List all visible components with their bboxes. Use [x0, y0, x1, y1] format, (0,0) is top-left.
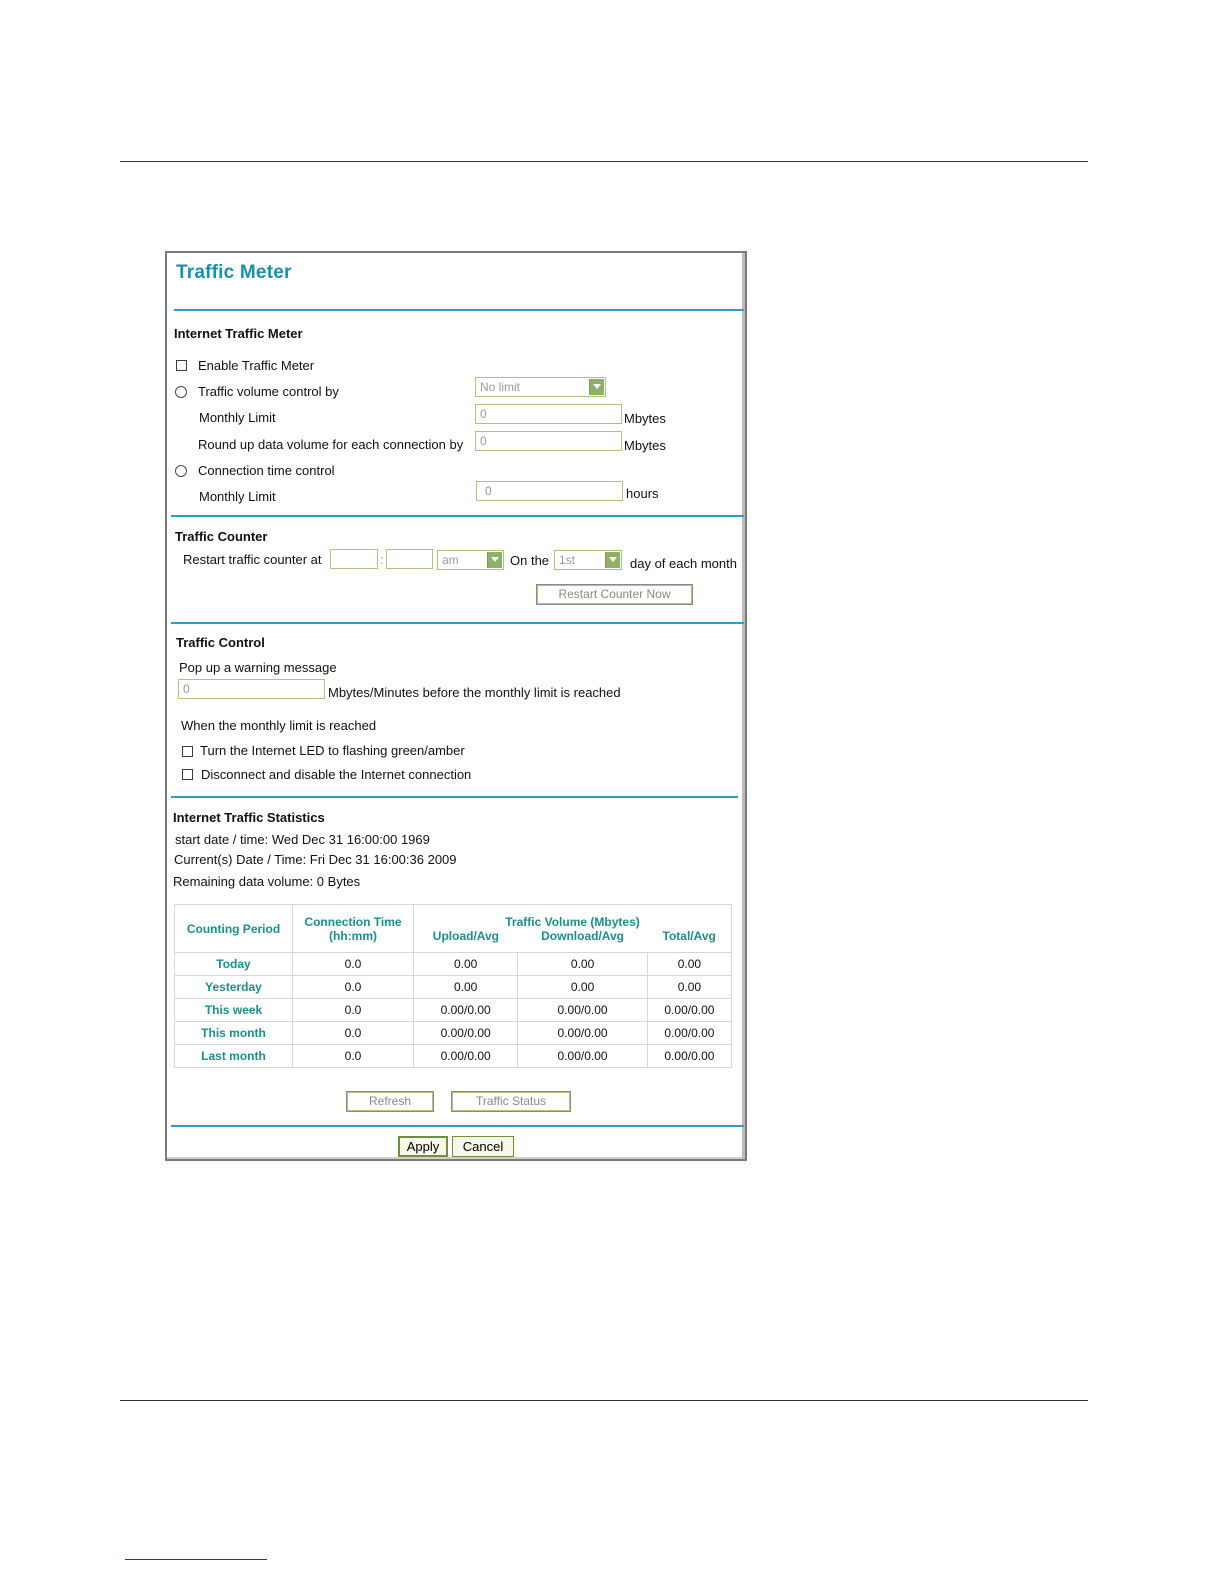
row-period: This week	[175, 999, 293, 1022]
page-title: Traffic Meter	[176, 262, 292, 283]
led-flash-checkbox[interactable]	[182, 746, 193, 757]
ampm-value: am	[442, 553, 459, 567]
row-total: 0.00/0.00	[647, 1045, 731, 1068]
day-select[interactable]	[554, 550, 622, 570]
limit-reached-label: When the monthly limit is reached	[181, 718, 377, 733]
day-suffix-label: day of each month	[630, 556, 737, 571]
row-total: 0.00/0.00	[647, 1022, 731, 1045]
time-monthly-limit-label: Monthly Limit	[199, 489, 276, 504]
row-connection-time: 0.0	[293, 976, 414, 999]
volume-control-select[interactable]	[475, 377, 606, 397]
monthly-limit-input[interactable]: 0	[475, 404, 622, 424]
row-total: 0.00	[647, 953, 731, 976]
row-connection-time: 0.0	[293, 953, 414, 976]
time-monthly-limit-input[interactable]: 0	[476, 481, 623, 501]
round-up-label: Round up data volume for each connection by	[198, 437, 464, 452]
table-row	[175, 999, 732, 1022]
row-upload: 0.00	[414, 953, 518, 976]
restart-minute-input[interactable]	[386, 549, 433, 569]
round-up-input[interactable]: 0	[475, 431, 622, 451]
statistics-table	[174, 904, 732, 1068]
row-download: 0.00	[518, 953, 648, 976]
enable-traffic-meter-checkbox[interactable]	[176, 360, 187, 371]
row-period: Last month	[175, 1045, 293, 1068]
time-monthly-limit-unit: hours	[626, 486, 659, 501]
col-header-upload: Upload/Avg	[414, 929, 518, 953]
row-upload: 0.00/0.00	[414, 1022, 518, 1045]
row-period: This month	[175, 1022, 293, 1045]
col-header-period: Counting Period	[175, 905, 293, 953]
popup-warning-label: Pop up a warning message	[179, 660, 337, 675]
row-upload: 0.00/0.00	[414, 1045, 518, 1068]
restart-counter-label: Restart traffic counter at	[183, 552, 322, 567]
time-control-radio[interactable]	[175, 465, 187, 477]
row-connection-time: 0.0	[293, 1045, 414, 1068]
col-header-connection-time	[293, 905, 414, 953]
table-row	[175, 976, 732, 999]
warning-threshold-input[interactable]: 0	[178, 679, 325, 699]
divider	[171, 796, 738, 798]
section-heading-internet-traffic-meter: Internet Traffic Meter	[174, 326, 303, 341]
restart-counter-now-button[interactable]: Restart Counter Now	[536, 584, 693, 605]
volume-control-label: Traffic volume control by	[198, 384, 339, 399]
row-upload: 0.00	[414, 976, 518, 999]
enable-traffic-meter-label: Enable Traffic Meter	[198, 358, 315, 373]
on-the-label: On the	[510, 553, 550, 568]
page-bottom-rule	[120, 1400, 1088, 1401]
section-heading-traffic-control: Traffic Control	[176, 635, 265, 650]
cancel-button[interactable]: Cancel	[452, 1136, 514, 1157]
remaining-volume-text: Remaining data volume: 0 Bytes	[173, 874, 361, 889]
chevron-down-icon	[487, 552, 502, 568]
row-connection-time: 0.0	[293, 1022, 414, 1045]
section-heading-statistics: Internet Traffic Statistics	[173, 810, 325, 825]
row-download: 0.00/0.00	[518, 999, 648, 1022]
time-control-label: Connection time control	[198, 463, 335, 478]
led-flash-label: Turn the Internet LED to flashing green/amber	[200, 743, 465, 758]
monthly-limit-label: Monthly Limit	[199, 410, 276, 425]
refresh-button[interactable]: Refresh	[346, 1091, 434, 1112]
current-date-text: Current(s) Date / Time: Fri Dec 31 16:00:36 2009	[174, 852, 457, 867]
chevron-down-icon	[605, 552, 620, 568]
chevron-down-icon	[589, 379, 604, 395]
row-connection-time: 0.0	[293, 999, 414, 1022]
table-row	[175, 1045, 732, 1068]
disconnect-label: Disconnect and disable the Internet connection	[201, 767, 472, 782]
round-up-unit: Mbytes	[624, 438, 666, 453]
col-header-total: Total/Avg	[647, 929, 731, 953]
section-heading-traffic-counter: Traffic Counter	[175, 529, 268, 544]
divider	[171, 1125, 744, 1127]
divider	[171, 515, 744, 517]
row-period: Yesterday	[175, 976, 293, 999]
footer-link-underline	[125, 1559, 267, 1560]
warning-threshold-suffix: Mbytes/Minutes before the monthly limit is reached	[328, 685, 621, 700]
monthly-limit-unit: Mbytes	[624, 411, 666, 426]
day-value: 1st	[559, 553, 576, 567]
restart-hour-input[interactable]	[330, 549, 378, 569]
col-header-connection-time-line2: (hh:mm)	[329, 928, 377, 943]
page-top-rule	[120, 161, 1088, 162]
row-total: 0.00/0.00	[647, 999, 731, 1022]
row-upload: 0.00/0.00	[414, 999, 518, 1022]
table-row	[175, 1022, 732, 1045]
row-download: 0.00	[518, 976, 648, 999]
time-colon: :	[380, 552, 384, 567]
ampm-select[interactable]	[437, 550, 504, 570]
table-row	[175, 953, 732, 976]
row-download: 0.00/0.00	[518, 1022, 648, 1045]
traffic-meter-panel	[165, 251, 747, 1161]
apply-button[interactable]: Apply	[398, 1136, 448, 1157]
start-date-text: start date / time: Wed Dec 31 16:00:00 1969	[175, 832, 430, 847]
col-header-connection-time-line1: Connection Time	[304, 914, 402, 929]
col-header-traffic-volume: Traffic Volume (Mbytes)	[414, 905, 732, 929]
volume-control-radio[interactable]	[175, 386, 187, 398]
traffic-status-button[interactable]: Traffic Status	[451, 1091, 571, 1112]
row-period: Today	[175, 953, 293, 976]
volume-control-value: No limit	[480, 380, 521, 394]
disconnect-checkbox[interactable]	[182, 769, 193, 780]
row-total: 0.00	[647, 976, 731, 999]
divider	[171, 622, 744, 624]
divider	[174, 309, 744, 311]
row-download: 0.00/0.00	[518, 1045, 648, 1068]
col-header-download: Download/Avg	[518, 929, 648, 953]
